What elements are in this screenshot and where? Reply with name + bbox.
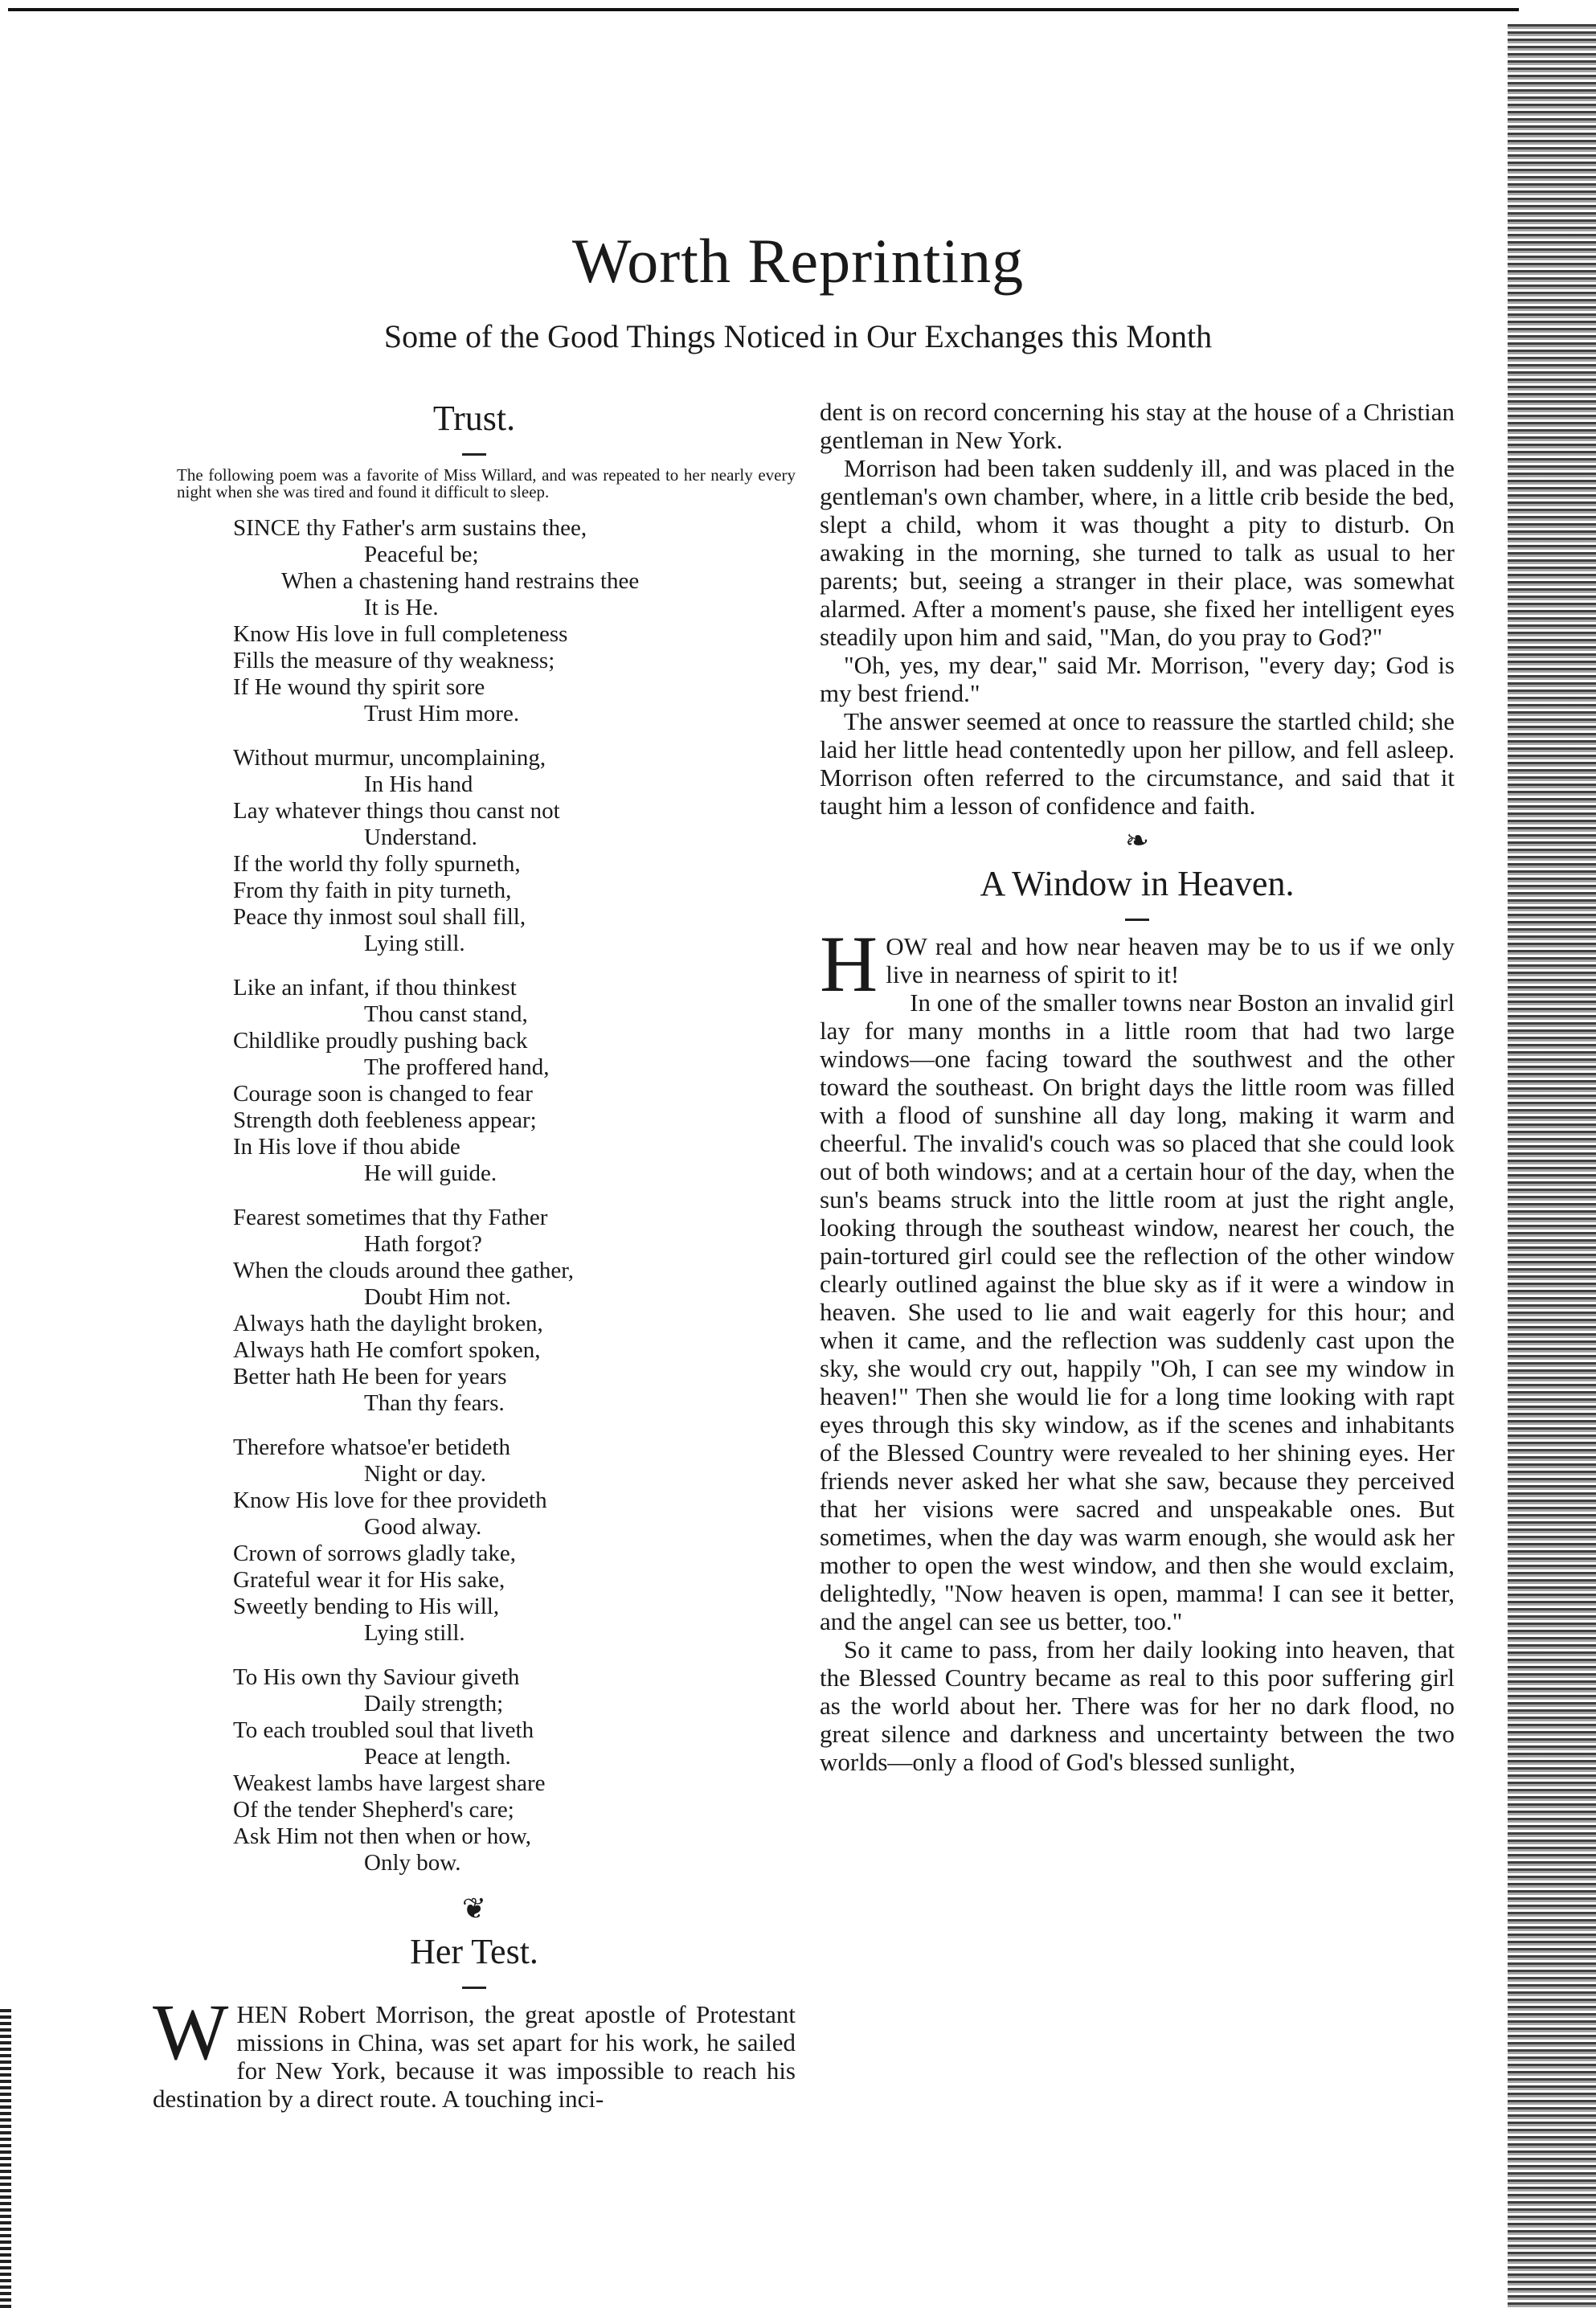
window-paragraph-1: HOW real and how near heaven may be to us if we only live in nearness of spirit to it!: [820, 919, 1455, 1009]
poem-stanza: [233, 1664, 796, 1876]
window-paragraph-3: So it came to pass, from her daily looking into heaven, that the Blessed Country became as real to this poor suffering girl as the world about her. There was for her no dark flood, no great silence and darkness and uncertainty between the two worlds—only a flood of God's blessed sunlight,: [820, 1635, 1455, 1776]
poem-line: Than thy fears.: [364, 1390, 505, 1416]
scanned-page-edge: [1508, 24, 1596, 2308]
poem-line: SINCE thy Father's arm sustains thee,: [233, 515, 587, 541]
poem-stanza: [233, 1205, 796, 1417]
poem-line: Always hath He comfort spoken,: [233, 1337, 541, 1363]
poem-line: Crown of sorrows gladly take,: [233, 1541, 516, 1566]
poem-line: Lying still.: [364, 1620, 465, 1646]
poem-line: When a chastening hand restrains thee: [281, 568, 640, 594]
poem-line: If He wound thy spirit sore: [233, 674, 485, 700]
ornament-divider-icon: ❦: [461, 1893, 487, 1925]
window-paragraph-2: In one of the smaller towns near Boston an invalid girl lay for many months in a little room that had two large windows—one facing toward the southwest and the other toward the southeast. On bright days the little room was filled with a flood of sunshine all day long, making it warm and cheerful. The invalid's couch was so placed that she could look out of both windows; and at a certain hour of the day, when the sun's beams struck into the little room at just the right angle, looking through the southeast window, nearest her couch, the pain-tortured girl could see the reflection of the other window clearly outlined against the blue sky as if it were a window in heaven. She used to lie and wait eagerly for this hour; and when it came, and the reflection was suddenly cast upon the sky, she would cry out, happily "Oh, I can see my window in heaven!" Then she would lie for a long time looking with rapt eyes through this sky window, as if the scenes and inhabitants of the Blessed Country were revealed to her shining eyes. Her friends never asked her what she saw, because they perceived that her visions were sacred and unspeakable ones. But sometimes, when the day was warm enough, she would ask her mother to open the west window, and then she would exclaim, delightedly, "Now heaven is open, mamma! I can see it better, and the angel can see us better, too.": [820, 988, 1455, 1635]
poem-line: Ask Him not then when or how,: [233, 1823, 532, 1849]
poem-line: Peace thy inmost soul shall fill,: [233, 904, 526, 930]
poem-line: From thy faith in pity turneth,: [233, 878, 512, 903]
poem-line: Doubt Him not.: [364, 1284, 511, 1310]
poem-line: Lying still.: [364, 931, 465, 956]
scanned-binding-edge: [0, 2009, 11, 2308]
ornament-divider-icon: ❧: [1124, 825, 1150, 857]
poem-line: When the clouds around thee gather,: [233, 1258, 575, 1283]
poem-line: Childlike proudly pushing back: [233, 1028, 528, 1054]
window-heading: A Window in Heaven.: [980, 864, 1295, 903]
poem-line: Without murmur, uncomplaining,: [233, 745, 546, 771]
poem-stanza: [233, 745, 796, 957]
poem-line: Courage soon is changed to fear: [233, 1081, 533, 1107]
her-test-continuation: dent is on record concerning his stay at the house of a Christian gentleman in New York.: [820, 398, 1455, 454]
poem-line: In His love if thou abide: [233, 1134, 460, 1160]
page-subtitle: Some of the Good Things Noticed in Our Exchanges this Month: [383, 318, 1213, 354]
poem-line: In His hand: [364, 771, 473, 797]
poem-line: Lay whatever things thou canst not: [233, 798, 560, 824]
poem-line: Therefore whatsoe'er betideth: [233, 1434, 510, 1460]
poem-line: Like an infant, if thou thinkest: [233, 975, 517, 1001]
poem-stanza: [233, 515, 796, 727]
her-test-paragraph-1: WHEN Robert Morrison, the great apostle of Protestant missions in China, was set apart for his work, he sailed for New York, because it was impossible to reach his destination by a direct route. A touching inci-: [153, 1987, 796, 2113]
right-column: [820, 398, 1455, 1776]
poem-stanza: [233, 1434, 796, 1647]
poem-line: Peace at length.: [364, 1744, 511, 1770]
poem-line: Know His love for thee provideth: [233, 1488, 547, 1513]
heading-rule: [1125, 919, 1149, 921]
poem-line: Daily strength;: [364, 1691, 504, 1717]
poem-line: The proffered hand,: [364, 1054, 550, 1080]
poem-line: If the world thy folly spurneth,: [233, 851, 521, 877]
poem-line: Thou canst stand,: [364, 1001, 528, 1027]
heading-rule: [462, 1987, 486, 1989]
poem-line: Grateful wear it for His sake,: [233, 1567, 505, 1593]
poem-line: Better hath He been for years: [233, 1364, 507, 1389]
poem-line: Strength doth feebleness appear;: [233, 1107, 537, 1133]
poem-line: Good alway.: [364, 1514, 482, 1540]
her-test-paragraph-3: "Oh, yes, my dear," said Mr. Morrison, "every day; God is my best friend.": [820, 651, 1455, 707]
her-test-heading: Her Test.: [410, 1932, 538, 1971]
her-test-paragraph-2: Morrison had been taken suddenly ill, and was placed in the gentleman's own chamber, where, in a little crib beside the bed, slept a child, whom it was thought a pity to disturb. On awaking in the morning, she turned to talk as usual to her parents; but, seeing a stranger in their place, was somewhat alarmed. After a moment's pause, she fixed her intelligent eyes steadily upon him and said, "Man, do you pray to God?": [820, 454, 1455, 651]
left-column: [153, 398, 796, 2113]
poem-line: It is He.: [364, 595, 439, 620]
trust-heading: Trust.: [432, 399, 516, 438]
poem-line: Trust Him more.: [364, 701, 520, 726]
poem-line: He will guide.: [364, 1160, 497, 1186]
trust-intro: The following poem was a favorite of Miss Willard, and was repeated to her nearly every night when she was tired and found it difficult to sleep.: [177, 465, 796, 501]
poem-line: Only bow.: [364, 1850, 461, 1876]
heading-rule: [462, 453, 486, 456]
poem-line: Weakest lambs have largest share: [233, 1770, 546, 1796]
poem-line: Fills the measure of thy weakness;: [233, 648, 555, 673]
poem-line: Hath forgot?: [364, 1231, 482, 1257]
poem-line: Sweetly bending to His will,: [233, 1594, 500, 1619]
top-rule: [8, 8, 1519, 11]
page-title: Worth Reprinting: [571, 226, 1025, 296]
poem-line: Night or day.: [364, 1461, 486, 1487]
poem-line: Peaceful be;: [364, 542, 479, 567]
poem-line: To His own thy Saviour giveth: [233, 1664, 520, 1690]
poem-line: Understand.: [364, 825, 477, 850]
poem-line: Know His love in full completeness: [233, 621, 568, 647]
poem-line: To each troubled soul that liveth: [233, 1717, 534, 1743]
poem-line: Always hath the daylight broken,: [233, 1311, 543, 1336]
her-test-paragraph-4: The answer seemed at once to reassure the startled child; she laid her little head contentedly upon her pillow, and fell asleep. Morrison often referred to the circumstance, and said that it taught him a lesson of confidence and faith.: [820, 707, 1455, 820]
poem-line: Fearest sometimes that thy Father: [233, 1205, 548, 1230]
poem-line: Of the tender Shepherd's care;: [233, 1797, 514, 1823]
poem-stanza: [233, 975, 796, 1187]
